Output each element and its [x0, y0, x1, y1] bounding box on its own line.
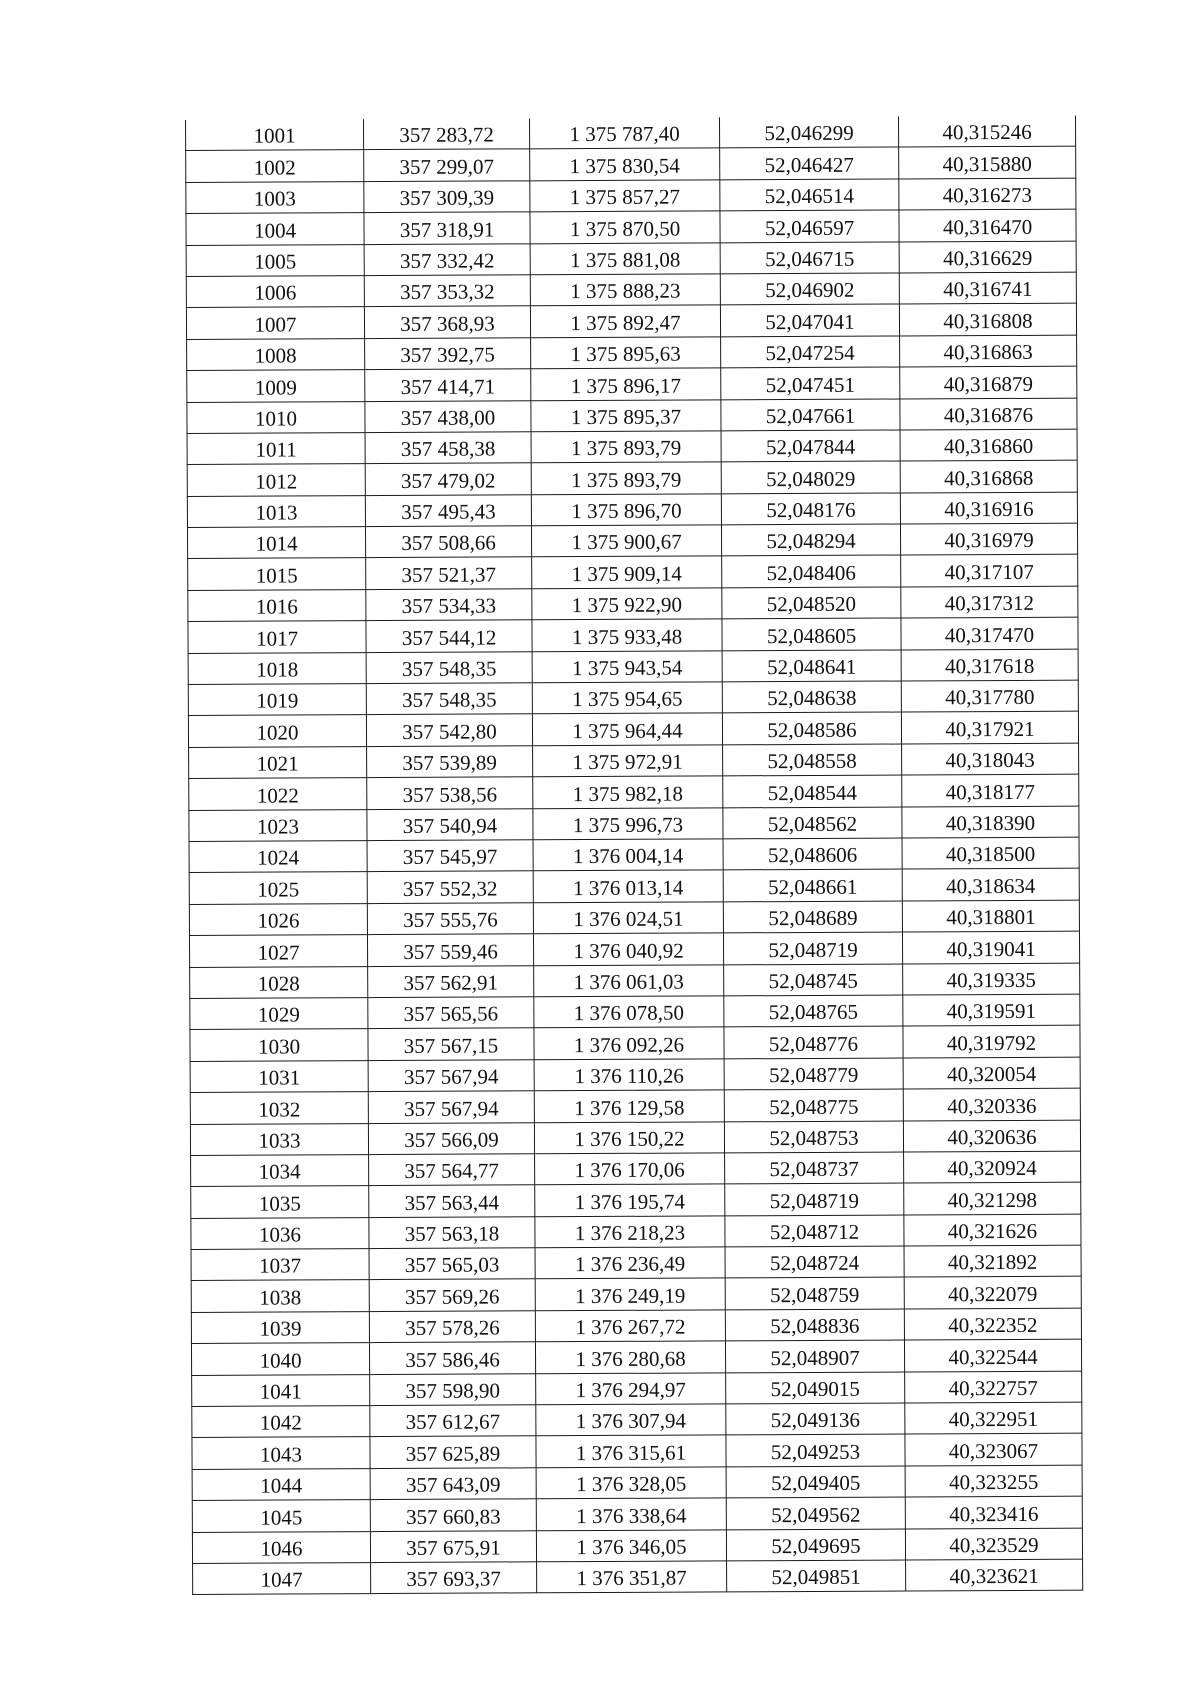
longitude-cell: 40,319335 — [903, 963, 1080, 995]
point-number-cell: 1030 — [190, 1029, 368, 1061]
point-number-cell: 1029 — [190, 998, 368, 1030]
latitude-cell: 52,047254 — [721, 336, 900, 368]
point-number-cell: 1012 — [187, 464, 365, 496]
x-coordinate-cell: 357 564,77 — [369, 1154, 535, 1186]
latitude-cell: 52,048586 — [722, 712, 901, 744]
table-row — [186, 209, 1076, 245]
table-row — [190, 1025, 1080, 1061]
x-coordinate-cell: 357 548,35 — [366, 683, 532, 715]
y-coordinate-cell: 1 375 787,40 — [529, 117, 719, 149]
y-coordinate-cell: 1 376 280,68 — [535, 1341, 725, 1373]
x-coordinate-cell: 357 353,32 — [364, 275, 530, 307]
longitude-cell: 40,316979 — [900, 523, 1077, 555]
y-coordinate-cell: 1 375 933,48 — [532, 619, 722, 651]
x-coordinate-cell: 357 578,26 — [369, 1311, 535, 1343]
y-coordinate-cell: 1 376 218,23 — [535, 1216, 725, 1248]
table-row — [192, 1371, 1082, 1407]
x-coordinate-cell: 357 534,33 — [366, 589, 532, 621]
latitude-cell: 52,048737 — [725, 1152, 904, 1184]
point-number-cell: 1046 — [192, 1531, 370, 1563]
x-coordinate-cell: 357 540,94 — [367, 808, 533, 840]
x-coordinate-cell: 357 332,42 — [364, 243, 530, 275]
longitude-cell: 40,323067 — [905, 1434, 1082, 1466]
point-number-cell: 1006 — [186, 276, 364, 308]
point-number-cell: 1039 — [191, 1311, 369, 1343]
latitude-cell: 52,048562 — [723, 807, 902, 839]
x-coordinate-cell: 357 675,91 — [370, 1530, 536, 1562]
y-coordinate-cell: 1 376 024,51 — [533, 902, 723, 934]
y-coordinate-cell: 1 376 315,61 — [536, 1435, 726, 1467]
longitude-cell: 40,322352 — [904, 1308, 1081, 1340]
table-row — [186, 241, 1076, 277]
longitude-cell: 40,318500 — [902, 837, 1079, 869]
point-number-cell: 1036 — [191, 1217, 369, 1249]
point-number-cell: 1017 — [188, 621, 366, 653]
x-coordinate-cell: 357 555,76 — [367, 903, 533, 935]
longitude-cell: 40,315246 — [898, 116, 1075, 148]
x-coordinate-cell: 357 521,37 — [366, 557, 532, 589]
x-coordinate-cell: 357 563,18 — [369, 1216, 535, 1248]
latitude-cell: 52,048520 — [722, 587, 901, 619]
point-number-cell: 1032 — [190, 1092, 368, 1124]
point-number-cell: 1041 — [192, 1374, 370, 1406]
longitude-cell: 40,316273 — [899, 178, 1076, 210]
point-number-cell: 1016 — [188, 589, 366, 621]
latitude-cell: 52,047041 — [720, 304, 899, 336]
point-number-cell: 1043 — [192, 1437, 370, 1469]
longitude-cell: 40,318634 — [902, 869, 1079, 901]
longitude-cell: 40,320636 — [903, 1120, 1080, 1152]
y-coordinate-cell: 1 375 972,91 — [533, 745, 723, 777]
longitude-cell: 40,316629 — [899, 241, 1076, 273]
y-coordinate-cell: 1 375 982,18 — [533, 776, 723, 808]
y-coordinate-cell: 1 376 040,92 — [533, 933, 723, 965]
x-coordinate-cell: 357 458,38 — [365, 432, 531, 464]
longitude-cell: 40,322544 — [904, 1339, 1081, 1371]
point-number-cell: 1007 — [186, 307, 364, 339]
y-coordinate-cell: 1 376 346,05 — [536, 1529, 726, 1561]
y-coordinate-cell: 1 375 943,54 — [532, 651, 722, 683]
longitude-cell: 40,317470 — [901, 617, 1078, 649]
point-number-cell: 1044 — [192, 1468, 370, 1500]
latitude-cell: 52,048724 — [725, 1246, 904, 1278]
y-coordinate-cell: 1 376 328,05 — [536, 1467, 726, 1499]
x-coordinate-cell: 357 567,94 — [368, 1060, 534, 1092]
longitude-cell: 40,318390 — [902, 806, 1079, 838]
y-coordinate-cell: 1 376 129,58 — [534, 1090, 724, 1122]
x-coordinate-cell: 357 495,43 — [365, 494, 531, 526]
x-coordinate-cell: 357 566,09 — [368, 1122, 534, 1154]
longitude-cell: 40,316876 — [900, 398, 1077, 430]
x-coordinate-cell: 357 545,97 — [367, 840, 533, 872]
latitude-cell: 52,048745 — [724, 964, 903, 996]
latitude-cell: 52,048606 — [723, 838, 902, 870]
point-number-cell: 1040 — [191, 1343, 369, 1375]
point-number-cell: 1018 — [188, 652, 366, 684]
point-number-cell: 1042 — [192, 1406, 370, 1438]
y-coordinate-cell: 1 375 996,73 — [533, 807, 723, 839]
longitude-cell: 40,318801 — [902, 900, 1079, 932]
coordinates-table-body — [186, 116, 1083, 1595]
x-coordinate-cell: 357 562,91 — [368, 965, 534, 997]
point-number-cell: 1026 — [189, 903, 367, 935]
x-coordinate-cell: 357 299,07 — [364, 149, 530, 181]
y-coordinate-cell: 1 375 892,47 — [530, 305, 720, 337]
y-coordinate-cell: 1 375 909,14 — [532, 556, 722, 588]
y-coordinate-cell: 1 376 004,14 — [533, 839, 723, 871]
table-row — [189, 806, 1079, 842]
latitude-cell: 52,046902 — [720, 273, 899, 305]
y-coordinate-cell: 1 375 893,79 — [531, 431, 721, 463]
table-row — [186, 147, 1076, 183]
x-coordinate-cell: 357 544,12 — [366, 620, 532, 652]
y-coordinate-cell: 1 375 896,17 — [531, 368, 721, 400]
table-row — [189, 837, 1079, 873]
longitude-cell: 40,316879 — [900, 366, 1077, 398]
point-number-cell: 1031 — [190, 1060, 368, 1092]
y-coordinate-cell: 1 375 895,63 — [531, 337, 721, 369]
y-coordinate-cell: 1 376 294,97 — [536, 1372, 726, 1404]
latitude-cell: 52,048776 — [724, 1026, 903, 1058]
longitude-cell: 40,317312 — [901, 586, 1078, 618]
longitude-cell: 40,317107 — [901, 555, 1078, 587]
table-row — [188, 712, 1078, 748]
y-coordinate-cell: 1 375 922,90 — [532, 588, 722, 620]
y-coordinate-cell: 1 375 870,50 — [530, 211, 720, 243]
point-number-cell: 1022 — [189, 778, 367, 810]
point-number-cell: 1023 — [189, 809, 367, 841]
table-row — [187, 429, 1077, 465]
longitude-cell: 40,320924 — [904, 1151, 1081, 1183]
latitude-cell: 52,048765 — [724, 995, 903, 1027]
x-coordinate-cell: 357 598,90 — [370, 1373, 536, 1405]
longitude-cell: 40,321626 — [904, 1214, 1081, 1246]
latitude-cell: 52,048779 — [724, 1058, 903, 1090]
point-number-cell: 1021 — [189, 746, 367, 778]
point-number-cell: 1004 — [186, 213, 364, 245]
y-coordinate-cell: 1 376 110,26 — [534, 1059, 724, 1091]
latitude-cell: 52,047661 — [721, 399, 900, 431]
y-coordinate-cell: 1 375 964,44 — [532, 713, 722, 745]
latitude-cell: 52,048689 — [723, 901, 902, 933]
longitude-cell: 40,316868 — [900, 460, 1077, 492]
longitude-cell: 40,319591 — [903, 994, 1080, 1026]
y-coordinate-cell: 1 376 267,72 — [535, 1310, 725, 1342]
point-number-cell: 1028 — [190, 966, 368, 998]
longitude-cell: 40,318177 — [902, 774, 1079, 806]
table-row — [192, 1465, 1082, 1501]
table-row — [192, 1528, 1082, 1564]
table-row — [187, 366, 1077, 402]
latitude-cell: 52,048641 — [722, 650, 901, 682]
latitude-cell: 52,048605 — [722, 618, 901, 650]
x-coordinate-cell: 357 318,91 — [364, 212, 530, 244]
x-coordinate-cell: 357 693,37 — [371, 1562, 537, 1594]
latitude-cell: 52,049851 — [727, 1560, 906, 1592]
latitude-cell: 52,046597 — [720, 210, 899, 242]
latitude-cell: 52,048176 — [721, 493, 900, 525]
y-coordinate-cell: 1 376 061,03 — [534, 964, 724, 996]
latitude-cell: 52,048759 — [725, 1277, 904, 1309]
latitude-cell: 52,048775 — [724, 1089, 903, 1121]
latitude-cell: 52,048836 — [725, 1309, 904, 1341]
latitude-cell: 52,048907 — [725, 1340, 904, 1372]
x-coordinate-cell: 357 414,71 — [365, 369, 531, 401]
latitude-cell: 52,046299 — [719, 117, 898, 149]
y-coordinate-cell: 1 375 830,54 — [530, 148, 720, 180]
point-number-cell: 1005 — [186, 244, 364, 276]
table-row — [186, 116, 1076, 151]
x-coordinate-cell: 357 625,89 — [370, 1436, 536, 1468]
latitude-cell: 52,049405 — [726, 1466, 905, 1498]
longitude-cell: 40,317618 — [901, 649, 1078, 681]
latitude-cell: 52,048029 — [721, 461, 900, 493]
x-coordinate-cell: 357 565,56 — [368, 997, 534, 1029]
x-coordinate-cell: 357 309,39 — [364, 181, 530, 213]
longitude-cell: 40,320054 — [903, 1057, 1080, 1089]
table-row — [188, 617, 1078, 653]
table-row — [188, 586, 1078, 622]
table-row — [193, 1559, 1083, 1595]
x-coordinate-cell: 357 565,03 — [369, 1248, 535, 1280]
x-coordinate-cell: 357 548,35 — [366, 651, 532, 683]
table-row — [189, 743, 1079, 779]
longitude-cell: 40,316916 — [900, 492, 1077, 524]
point-number-cell: 1024 — [189, 841, 367, 873]
longitude-cell: 40,317780 — [901, 680, 1078, 712]
table-row — [186, 272, 1076, 308]
latitude-cell: 52,048712 — [725, 1215, 904, 1247]
point-number-cell: 1001 — [186, 119, 364, 151]
point-number-cell: 1019 — [188, 684, 366, 716]
latitude-cell: 52,048719 — [725, 1183, 904, 1215]
x-coordinate-cell: 357 552,32 — [367, 871, 533, 903]
latitude-cell: 52,049015 — [726, 1372, 905, 1404]
y-coordinate-cell: 1 376 236,49 — [535, 1247, 725, 1279]
table-row — [188, 680, 1078, 716]
longitude-cell: 40,323255 — [905, 1465, 1082, 1497]
x-coordinate-cell: 357 612,67 — [370, 1405, 536, 1437]
latitude-cell: 52,048638 — [722, 681, 901, 713]
x-coordinate-cell: 357 479,02 — [365, 463, 531, 495]
y-coordinate-cell: 1 376 351,87 — [537, 1561, 727, 1593]
latitude-cell: 52,048661 — [723, 869, 902, 901]
table-row — [186, 178, 1076, 214]
latitude-cell: 52,048753 — [724, 1121, 903, 1153]
x-coordinate-cell: 357 586,46 — [369, 1342, 535, 1374]
table-row — [191, 1182, 1081, 1218]
x-coordinate-cell: 357 538,56 — [367, 777, 533, 809]
y-coordinate-cell: 1 375 857,27 — [530, 180, 720, 212]
point-number-cell: 1015 — [188, 558, 366, 590]
table-row — [187, 460, 1077, 496]
latitude-cell: 52,049253 — [726, 1434, 905, 1466]
table-row — [189, 931, 1079, 967]
latitude-cell: 52,046427 — [720, 147, 899, 179]
y-coordinate-cell: 1 375 895,37 — [531, 399, 721, 431]
table-row — [191, 1339, 1081, 1375]
latitude-cell: 52,048719 — [723, 932, 902, 964]
longitude-cell: 40,323416 — [905, 1496, 1082, 1528]
longitude-cell: 40,316741 — [899, 272, 1076, 304]
longitude-cell: 40,320336 — [903, 1088, 1080, 1120]
x-coordinate-cell: 357 438,00 — [365, 400, 531, 432]
x-coordinate-cell: 357 539,89 — [367, 746, 533, 778]
longitude-cell: 40,316860 — [900, 429, 1077, 461]
point-number-cell: 1013 — [187, 495, 365, 527]
x-coordinate-cell: 357 559,46 — [367, 934, 533, 966]
point-number-cell: 1003 — [186, 181, 364, 213]
x-coordinate-cell: 357 569,26 — [369, 1279, 535, 1311]
table-row — [187, 523, 1077, 559]
x-coordinate-cell: 357 643,09 — [370, 1468, 536, 1500]
longitude-cell: 40,318043 — [902, 743, 1079, 775]
table-row — [190, 994, 1080, 1030]
table-row — [187, 335, 1077, 371]
latitude-cell: 52,049136 — [726, 1403, 905, 1435]
longitude-cell: 40,316863 — [900, 335, 1077, 367]
table-row — [190, 963, 1080, 999]
table-row — [189, 869, 1079, 905]
x-coordinate-cell: 357 660,83 — [370, 1499, 536, 1531]
longitude-cell: 40,319792 — [903, 1025, 1080, 1057]
table-row — [191, 1308, 1081, 1344]
latitude-cell: 52,048558 — [723, 744, 902, 776]
y-coordinate-cell: 1 376 307,94 — [536, 1404, 726, 1436]
longitude-cell: 40,315880 — [899, 147, 1076, 179]
longitude-cell: 40,322079 — [904, 1277, 1081, 1309]
point-number-cell: 1009 — [187, 370, 365, 402]
x-coordinate-cell: 357 542,80 — [366, 714, 532, 746]
y-coordinate-cell: 1 375 900,67 — [531, 525, 721, 557]
table-row — [190, 1088, 1080, 1124]
latitude-cell: 52,048406 — [722, 555, 901, 587]
y-coordinate-cell: 1 376 150,22 — [534, 1121, 724, 1153]
point-number-cell: 1038 — [191, 1280, 369, 1312]
table-row — [190, 1057, 1080, 1093]
longitude-cell: 40,322951 — [905, 1402, 1082, 1434]
y-coordinate-cell: 1 375 893,79 — [531, 462, 721, 494]
table-row — [192, 1496, 1082, 1532]
longitude-cell: 40,319041 — [902, 931, 1079, 963]
table-row — [191, 1214, 1081, 1250]
point-number-cell: 1014 — [187, 527, 365, 559]
y-coordinate-cell: 1 376 092,26 — [534, 1027, 724, 1059]
latitude-cell: 52,048544 — [723, 775, 902, 807]
longitude-cell: 40,321298 — [904, 1182, 1081, 1214]
y-coordinate-cell: 1 376 338,64 — [536, 1498, 726, 1530]
point-number-cell: 1045 — [192, 1500, 370, 1532]
latitude-cell: 52,047844 — [721, 430, 900, 462]
y-coordinate-cell: 1 376 013,14 — [533, 870, 723, 902]
x-coordinate-cell: 357 508,66 — [365, 526, 531, 558]
latitude-cell: 52,049695 — [726, 1529, 905, 1561]
longitude-cell: 40,321892 — [904, 1245, 1081, 1277]
point-number-cell: 1027 — [189, 935, 367, 967]
point-number-cell: 1011 — [187, 433, 365, 465]
x-coordinate-cell: 357 567,15 — [368, 1028, 534, 1060]
table-row — [187, 492, 1077, 528]
point-number-cell: 1002 — [186, 150, 364, 182]
point-number-cell: 1034 — [191, 1155, 369, 1187]
table-row — [190, 1120, 1080, 1156]
table-row — [191, 1277, 1081, 1313]
table-row — [188, 555, 1078, 591]
y-coordinate-cell: 1 375 954,65 — [532, 682, 722, 714]
y-coordinate-cell: 1 376 170,06 — [535, 1153, 725, 1185]
longitude-cell: 40,322757 — [905, 1371, 1082, 1403]
y-coordinate-cell: 1 376 249,19 — [535, 1278, 725, 1310]
latitude-cell: 52,046514 — [720, 179, 899, 211]
table-row — [192, 1402, 1082, 1438]
point-number-cell: 1010 — [187, 401, 365, 433]
table-row — [192, 1434, 1082, 1470]
y-coordinate-cell: 1 376 195,74 — [535, 1184, 725, 1216]
table-row — [186, 303, 1076, 339]
x-coordinate-cell: 357 567,94 — [368, 1091, 534, 1123]
longitude-cell: 40,316808 — [899, 303, 1076, 335]
longitude-cell: 40,323529 — [905, 1528, 1082, 1560]
latitude-cell: 52,046715 — [720, 242, 899, 274]
table-row — [188, 649, 1078, 685]
y-coordinate-cell: 1 375 881,08 — [530, 242, 720, 274]
y-coordinate-cell: 1 375 888,23 — [530, 274, 720, 306]
table-row — [191, 1151, 1081, 1187]
latitude-cell: 52,049562 — [726, 1497, 905, 1529]
latitude-cell: 52,048294 — [721, 524, 900, 556]
point-number-cell: 1035 — [191, 1186, 369, 1218]
x-coordinate-cell: 357 563,44 — [369, 1185, 535, 1217]
longitude-cell: 40,316470 — [899, 209, 1076, 241]
point-number-cell: 1037 — [191, 1249, 369, 1281]
longitude-cell: 40,317921 — [901, 712, 1078, 744]
x-coordinate-cell: 357 368,93 — [364, 306, 530, 338]
latitude-cell: 52,047451 — [721, 367, 900, 399]
table-row — [191, 1245, 1081, 1281]
table-row — [187, 398, 1077, 434]
y-coordinate-cell: 1 376 078,50 — [534, 996, 724, 1028]
point-number-cell: 1008 — [187, 338, 365, 370]
x-coordinate-cell: 357 283,72 — [363, 118, 529, 150]
coordinates-table — [185, 116, 1083, 1596]
point-number-cell: 1033 — [190, 1123, 368, 1155]
y-coordinate-cell: 1 375 896,70 — [531, 494, 721, 526]
point-number-cell: 1020 — [188, 715, 366, 747]
x-coordinate-cell: 357 392,75 — [365, 338, 531, 370]
table-row — [189, 900, 1079, 936]
point-number-cell: 1025 — [189, 872, 367, 904]
point-number-cell: 1047 — [193, 1563, 371, 1595]
table-row — [189, 774, 1079, 810]
longitude-cell: 40,323621 — [906, 1559, 1083, 1591]
